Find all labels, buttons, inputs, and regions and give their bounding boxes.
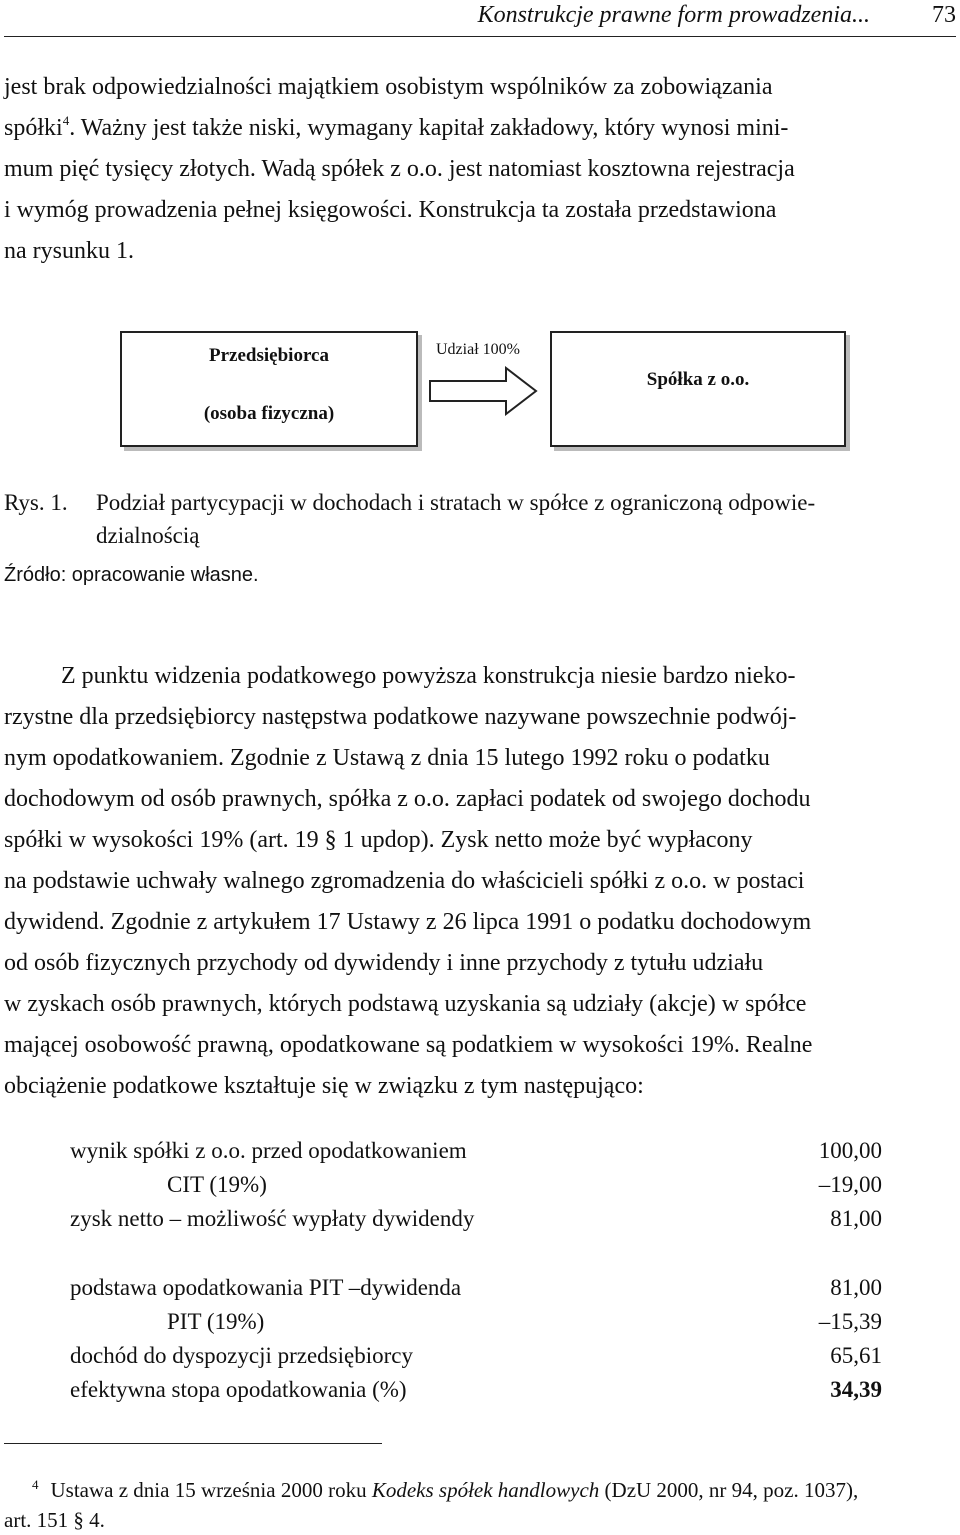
calc-label: wynik spółki z o.o. przed opodatkowaniem [70,1138,467,1163]
calc-value: –15,39 [818,1309,882,1334]
calc-label: CIT (19%) [167,1172,267,1197]
text-line: mającej osobowość prawną, opodatkowane są podatkiem w wysokości 19%. Realne [4,1032,813,1058]
calc-label: podstawa opodatkowania PIT –dywidenda [70,1275,462,1300]
box-company [550,331,846,447]
arrow-label: Udział 100% [436,341,520,358]
text-line: mum pięć tysięcy złotych. Wadą spółek z o.o. jest natomiast kosztowna rejestracja [4,156,795,182]
text-line: spółki$^4$. Ważny jest także niski, wymagany kapitał zakładowy, który wynosi mini- [4,113,789,141]
calc-row [70,1275,882,1309]
calc-label: efektywna stopa opodatkowania (%) [70,1377,407,1402]
footnote [4,1470,956,1535]
paragraph-intro [4,67,955,272]
figure-caption [4,486,956,556]
text-line: Z punktu widzenia podatkowego powyższa konstrukcja niesie bardzo nieko- [61,663,796,689]
page-number: 73 [932,2,956,28]
calc-value: 81,00 [830,1275,882,1300]
calc-row [70,1172,882,1206]
text-line: jest brak odpowiedzialności majątkiem osobistym wspólników za zobowiązania [4,74,773,100]
calc-row [70,1309,882,1343]
calc-label: zysk netto – możliwość wypłaty dywidendy [70,1206,475,1231]
text-line: dywidend. Zgodnie z artykułem 17 Ustawy z 26 lipca 1991 o podatku dochodowym [4,909,812,935]
calc-value: 81,00 [830,1206,882,1231]
box-company-title: Spółka z o.o. [646,369,750,390]
calc-row [70,1377,882,1411]
box-entrepreneur [120,331,418,447]
calc-value: –19,00 [818,1172,882,1197]
text-line: na rysunku 1. [4,238,134,264]
running-title: Konstrukcje prawne form prowadzenia... [477,2,870,28]
footnote-number: 4 [32,1477,39,1492]
text-line: obciążenie podatkowe kształtuje się w związku z tym następująco: [4,1073,644,1099]
running-header [0,0,960,40]
calc-value: 100,00 [818,1138,882,1163]
calc-value: 65,61 [830,1343,882,1368]
footnote-ref: 4 [62,113,70,128]
text-line: spółki w wysokości 19% (art. 19 § 1 updop). Zysk netto może być wypłacony [4,827,753,853]
text-line: nym opodatkowaniem. Zgodnie z Ustawą z dnia 15 lutego 1992 roku o podatku [4,745,770,771]
text-line: na podstawie uchwały walnego zgromadzenia do właścicieli spółki z o.o. w postaci [4,868,805,894]
calc-value-total: 34,39 [830,1377,882,1402]
text-line: i wymóg prowadzenia pełnej księgowości. Konstrukcja ta została przedstawiona [4,197,777,223]
paragraph-tax [4,656,955,1107]
calc-label: PIT (19%) [167,1309,265,1334]
footnote-line: $^4$ Ustawa z dnia 15 września 2000 roku Kodeks spółek handlowych (DzU 2000, nr 94, poz. 1037), [32,1477,859,1502]
caption-text: Podział partycypacji w dochodach i stratach w spółce z ograniczoną odpowie- dzialnością [96,490,816,548]
box-entrepreneur-title: Przedsiębiorca [209,345,329,366]
figure-source: Źródło: opracowanie własne. [4,564,259,586]
right-arrow-icon [428,366,540,416]
text-line: w zyskach osób prawnych, których podstawą uzyskania są udziały (akcje) w spółce [4,991,807,1017]
calc-row [70,1206,882,1240]
footnote-rule [4,1443,382,1444]
caption-label: Rys. 1. [4,490,68,515]
calc-row [70,1138,882,1172]
box-entrepreneur-subtitle: (osoba fizyczna) [203,403,335,424]
footnote-title: Kodeks spółek handlowych [371,1478,600,1502]
calc-label: dochód do dyspozycji przedsiębiorcy [70,1343,413,1368]
text-line: dochodowym od osób prawnych, spółka z o.o. zapłaci podatek od swojego dochodu [4,786,811,812]
text-line: rzystne dla przedsiębiorcy następstwa podatkowe nazywane powszechnie podwój- [4,704,797,730]
calc-row [70,1343,882,1377]
header-rule [4,36,956,37]
text-line: od osób fizycznych przychody od dywidendy i inne przychody z tytułu udziału [4,950,764,976]
footnote-line: art. 151 § 4. [4,1508,105,1532]
